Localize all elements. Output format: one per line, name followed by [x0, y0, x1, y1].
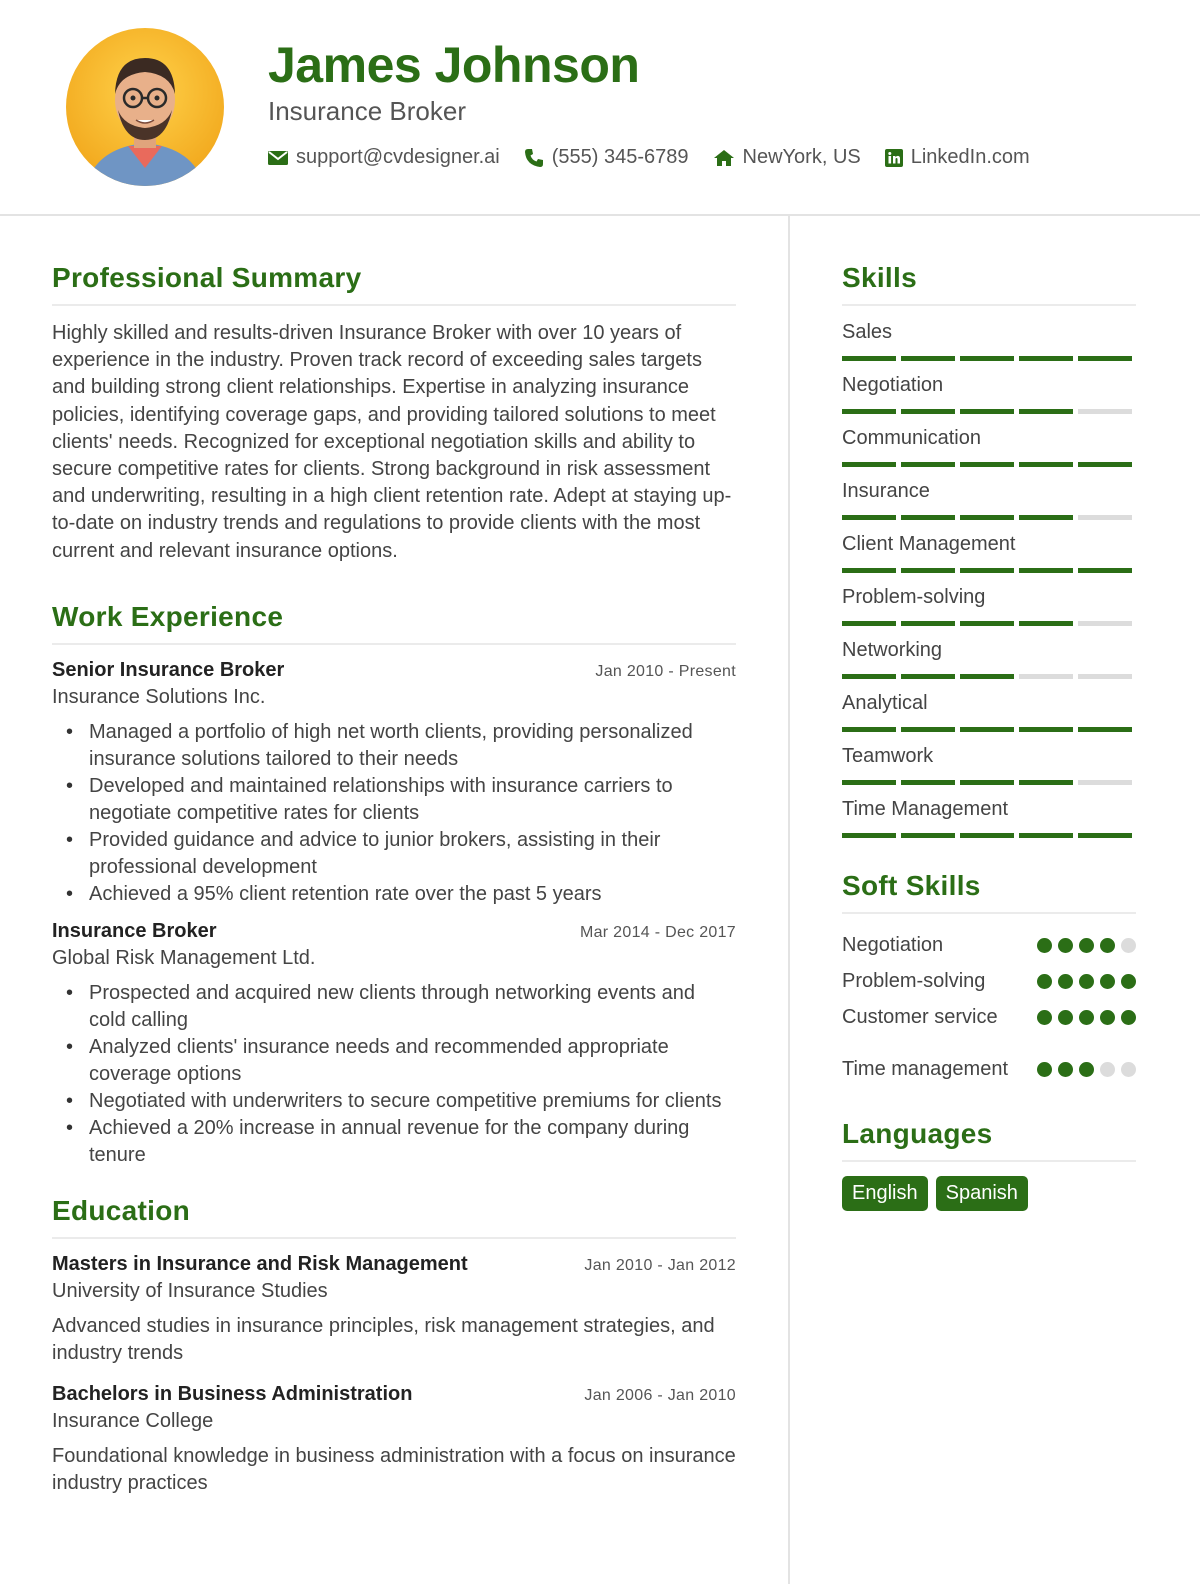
phone-icon [524, 148, 544, 168]
soft-skill-name: Customer service [842, 1006, 998, 1028]
skill-level-segment [901, 674, 955, 679]
rating-dot [1100, 974, 1115, 989]
skill-level-segment [842, 356, 896, 361]
rating-dot [1058, 1010, 1073, 1025]
languages-list [842, 1176, 1136, 1211]
skill-name: Analytical [842, 692, 928, 714]
skill-level-segment [842, 780, 896, 785]
skill-level-segment [960, 409, 1014, 414]
location-text: NewYork, US [742, 146, 861, 168]
contact-linkedin[interactable] [885, 146, 1030, 169]
job-entry [52, 659, 736, 908]
skill-level-segment [901, 356, 955, 361]
education-degree: Bachelors in Business Administration [52, 1382, 413, 1405]
skill-level-segment [842, 462, 896, 467]
education-date: Jan 2006 - Jan 2010 [584, 1386, 736, 1404]
skill-name: Client Management [842, 533, 1016, 555]
skill-name: Time Management [842, 798, 1008, 820]
job-bullet: • Achieved a 20% increase in annual revenue for the company during tenure [66, 1115, 736, 1169]
soft-skills-list [842, 932, 1136, 1082]
rating-dot [1079, 1062, 1094, 1077]
rating-dot [1037, 1010, 1052, 1025]
job-header [52, 920, 736, 943]
skill-item [842, 744, 1136, 785]
skill-level-segment [960, 833, 1014, 838]
job-date: Jan 2010 - Present [595, 662, 736, 680]
skill-level-segment [960, 727, 1014, 732]
language-badge: Spanish [936, 1176, 1028, 1211]
skill-level-segment [901, 409, 955, 414]
skill-level-segment [1078, 621, 1132, 626]
summary-heading: Professional Summary [52, 262, 736, 306]
skill-level-segment [1078, 356, 1132, 361]
skill-item [842, 691, 1136, 732]
soft-skill-name: Time management [842, 1058, 1008, 1080]
language-badge: English [842, 1176, 928, 1211]
rating-dot [1121, 1010, 1136, 1025]
skill-level-bar [842, 621, 1136, 626]
skill-level-segment [960, 462, 1014, 467]
job-entry [52, 920, 736, 1169]
skill-level-bar [842, 674, 1136, 679]
skill-level-segment [1019, 356, 1073, 361]
rating-dot [1121, 938, 1136, 953]
contact-email[interactable] [268, 146, 500, 169]
skill-level-segment [901, 462, 955, 467]
job-header [52, 659, 736, 682]
soft-skill-item [842, 968, 1136, 994]
skill-level-bar [842, 409, 1136, 414]
skill-level-segment [1078, 727, 1132, 732]
job-bullet: • Prospected and acquired new clients through networking events and cold calling [66, 980, 736, 1034]
education-header [52, 1253, 736, 1276]
education-description: Advanced studies in insurance principles, risk management strategies, and industry trends [52, 1314, 715, 1364]
skill-level-segment [1078, 462, 1132, 467]
skill-level-segment [901, 515, 955, 520]
rating-dot [1079, 938, 1094, 953]
languages-heading: Languages [842, 1118, 1136, 1162]
job-bullets [66, 980, 736, 1169]
skill-level-segment [842, 568, 896, 573]
education-entry [52, 1253, 736, 1367]
skill-level-segment [1078, 780, 1132, 785]
skill-level-segment [1078, 568, 1132, 573]
skill-item [842, 585, 1136, 626]
education-header [52, 1383, 736, 1406]
skill-level-segment [960, 356, 1014, 361]
contact-location [713, 146, 861, 169]
skill-level-bar [842, 515, 1136, 520]
rating-dot [1121, 1062, 1136, 1077]
skill-item [842, 320, 1136, 361]
skill-name: Communication [842, 427, 981, 449]
soft-skill-name: Negotiation [842, 934, 944, 956]
job-title: Senior Insurance Broker [52, 658, 285, 681]
education-degree: Masters in Insurance and Risk Management [52, 1252, 468, 1275]
job-date: Mar 2014 - Dec 2017 [579, 923, 736, 941]
skill-level-segment [1019, 621, 1073, 626]
soft-skill-item [842, 1056, 1136, 1082]
skill-item [842, 426, 1136, 467]
linkedin-text: LinkedIn.com [910, 146, 1030, 168]
skill-level-segment [960, 621, 1014, 626]
skill-item [842, 373, 1136, 414]
skill-level-segment [1078, 833, 1132, 838]
job-title: Insurance Broker [52, 919, 217, 942]
skill-level-segment [842, 621, 896, 626]
skill-level-segment [1078, 515, 1132, 520]
soft-skill-rating [1037, 1056, 1136, 1077]
rating-dot [1058, 938, 1073, 953]
skill-level-segment [1019, 780, 1073, 785]
skill-name: Negotiation [842, 374, 944, 396]
rating-dot [1100, 938, 1115, 953]
job-bullet: • Developed and maintained relationships with insurance carriers to negotiate competitive rates for clients [66, 773, 736, 827]
candidate-name: James Johnson [268, 37, 640, 93]
rating-dot [1058, 974, 1073, 989]
rating-dot [1079, 974, 1094, 989]
job-bullets [66, 719, 736, 908]
job-bullet: • Negotiated with underwriters to secure competitive premiums for clients [66, 1088, 736, 1115]
skill-level-segment [842, 409, 896, 414]
rating-dot [1121, 974, 1136, 989]
skill-level-segment [901, 568, 955, 573]
job-company: Global Risk Management Ltd. [52, 946, 316, 969]
education-school: Insurance College [52, 1409, 214, 1432]
skill-level-segment [842, 727, 896, 732]
skills-heading: Skills [842, 262, 1136, 306]
skill-level-segment [960, 674, 1014, 679]
education-description: Foundational knowledge in business administration with a focus on insurance industry practices [52, 1444, 736, 1494]
skill-level-segment [901, 780, 955, 785]
skill-name: Sales [842, 321, 893, 343]
skill-level-segment [960, 515, 1014, 520]
candidate-role: Insurance Broker [268, 96, 466, 126]
skill-level-segment [901, 621, 955, 626]
skill-item [842, 638, 1136, 679]
skill-level-bar [842, 462, 1136, 467]
resume-header [0, 0, 1200, 216]
skill-level-segment [1019, 727, 1073, 732]
rating-dot [1079, 1010, 1094, 1025]
skill-item [842, 532, 1136, 573]
skill-level-segment [842, 833, 896, 838]
experience-heading: Work Experience [52, 601, 736, 645]
skill-level-segment [842, 515, 896, 520]
education-list [52, 1253, 736, 1497]
job-list [52, 659, 736, 1169]
sidebar-column [842, 262, 1136, 1211]
job-bullet: • Analyzed clients' insurance needs and recommended appropriate coverage options [66, 1034, 736, 1088]
phone-text: (555) 345-6789 [551, 146, 689, 168]
linkedin-icon [885, 149, 903, 167]
skill-name: Insurance [842, 480, 930, 502]
skill-level-segment [901, 833, 955, 838]
skill-level-segment [960, 780, 1014, 785]
education-entry [52, 1383, 736, 1497]
skill-name: Problem-solving [842, 586, 986, 608]
rating-dot [1100, 1010, 1115, 1025]
education-heading: Education [52, 1195, 736, 1239]
skill-level-segment [1019, 674, 1073, 679]
email-text: support@cvdesigner.ai [296, 146, 500, 168]
job-bullet: • Provided guidance and advice to junior brokers, assisting in their professional development [66, 827, 736, 881]
skill-level-segment [842, 674, 896, 679]
soft-skill-item [842, 932, 1136, 958]
soft-skill-name: Problem-solving [842, 970, 986, 992]
education-school: University of Insurance Studies [52, 1279, 328, 1302]
skill-level-segment [1019, 568, 1073, 573]
soft-skills-heading: Soft Skills [842, 870, 1136, 914]
home-icon [713, 149, 735, 167]
skill-level-segment [1019, 833, 1073, 838]
column-divider [788, 216, 790, 1584]
skill-level-bar [842, 356, 1136, 361]
job-company: Insurance Solutions Inc. [52, 685, 266, 708]
skill-level-segment [1019, 515, 1073, 520]
skill-level-segment [1019, 462, 1073, 467]
job-bullet: • Managed a portfolio of high net worth clients, providing personalized insurance solutions tailored to their needs [66, 719, 736, 773]
envelope-icon [268, 150, 288, 166]
job-bullet: • Achieved a 95% client retention rate over the past 5 years [66, 881, 736, 908]
skill-item [842, 479, 1136, 520]
skills-list [842, 320, 1136, 838]
skill-level-segment [1078, 409, 1132, 414]
skill-level-bar [842, 727, 1136, 732]
soft-skill-rating [1037, 932, 1136, 953]
rating-dot [1058, 1062, 1073, 1077]
rating-dot [1037, 974, 1052, 989]
education-date: Jan 2010 - Jan 2012 [584, 1256, 736, 1274]
rating-dot [1100, 1062, 1115, 1077]
rating-dot [1037, 1062, 1052, 1077]
summary-text: Highly skilled and results-driven Insurance Broker with over 10 years of experience in the industry. Proven track record of exceeding sales targets and building strong client relationships. Expertise in analyzing insurance policies, identifying coverage gaps, and providing tailored solutions to meet clients' needs. Recognized for exceptional negotiation skills and ability to secure competitive rates for clients. Strong background in risk assessment and underwriting, resulting in a high client retention rate. Adept at staying up-to-date on industry trends and regulations to provide clients with the most current and relevant insurance options. [52, 322, 732, 562]
skill-level-bar [842, 780, 1136, 785]
contact-bar [268, 146, 1030, 169]
skill-level-bar [842, 833, 1136, 838]
skill-level-segment [960, 568, 1014, 573]
rating-dot [1037, 938, 1052, 953]
skill-level-segment [1078, 674, 1132, 679]
soft-skill-rating [1037, 1004, 1136, 1025]
skill-level-segment [1019, 409, 1073, 414]
profile-photo [66, 28, 224, 186]
skill-item [842, 797, 1136, 838]
main-column [52, 262, 736, 1513]
soft-skill-rating [1037, 968, 1136, 989]
soft-skill-item [842, 1004, 1136, 1030]
skill-name: Teamwork [842, 745, 934, 767]
skill-name: Networking [842, 639, 943, 661]
contact-phone[interactable] [524, 146, 689, 169]
skill-level-segment [901, 727, 955, 732]
skill-level-bar [842, 568, 1136, 573]
